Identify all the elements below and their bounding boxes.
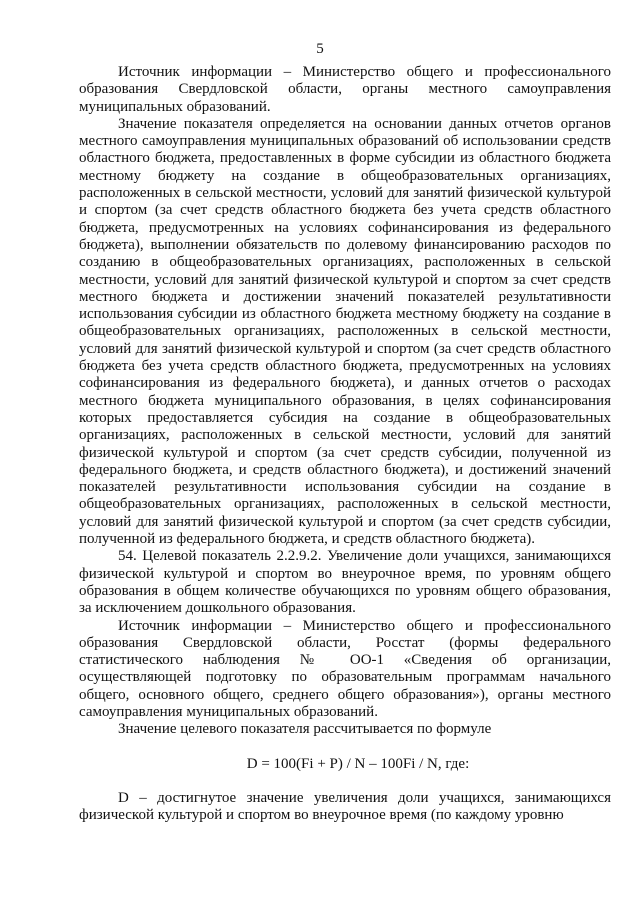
paragraph-information-source-rosstat: Источник информации – Министерство общего и профессионального образования Свердловской области, Росстат (формы федерального статистического наблюдения № ОО-1 «Сведения об организации, осуществляющей подготовку по образовательным программам начального общего, основного общего, среднего общего образования»), органы местного самоуправления муниципальных образований. — [79, 617, 611, 720]
formula: D = 100(Fi + P) / N – 100Fi / N, где: — [246, 755, 470, 772]
paragraph-information-source: Источник информации – Министерство общего и профессионального образования Свердловской области, органы местного самоуправления муниципальных образований. — [79, 64, 611, 115]
paragraph-indicator-determination: Значение показателя определяется на основании данных отчетов органов местного самоуправления муниципальных образований об использовании средств областного бюджета, предоставленных в форме субсидии из областного бюджета местному бюджету на создание в общеобразовательных организациях, расположенных в сельской местности, условий для занятий физической культурой и спортом (за счет средств областного бюджета без учета средств областного бюджета, предусмотренных на условиях софинансирования из федерального бюджета), выполнении обязательств по долевому финансированию расходов по созданию в общеобразовательных организациях, расположенных в сельской местности, условий для занятий физической культурой и спортом за счет средств местного бюджета и достижении значений показателей результативности использования субсидии из областного бюджета местному бюджету на создание в общеобразовательных организациях, расположенных в сельской местности, условий для занятий физической культурой и спортом (за счет средств областного бюджета без учета средств областного бюджета, предусмотренных на условиях софинансирования из федерального бюджета), и данных отчетов о расходах местного бюджета муниципального образования, в целях софинансирования которых предоставляется субсидия на создание в общеобразовательных организациях, расположенных в сельской местности, условий для занятий физической культурой и спортом (за счет средств субсидии, полученной из федерального бюджета, и средств областного бюджета), и достижений значений показателей результативности использования субсидии на создание в общеобразовательных организациях, расположенных в сельской местности, условий для занятий физической культурой и спортом (за счет средств субсидии, полученной из федерального бюджета, и средств областного бюджета). — [79, 115, 611, 548]
paragraph-d-definition: D – достигнутое значение увеличения доли учащихся, занимающихся физической культурой и спортом во внеурочное время (по каждому уровню — [79, 789, 611, 824]
paragraph-target-indicator-54: 54. Целевой показатель 2.2.9.2. Увеличение доли учащихся, занимающихся физической культурой и спортом во внеурочное время, по уровням общего образования в общем количестве обучающихся по уровням общего образования, за исключением дошкольного образования. — [79, 548, 611, 617]
page-number: 5 — [316, 41, 324, 57]
document-body — [79, 64, 611, 824]
paragraph-formula-intro: Значение целевого показателя рассчитывается по формуле — [118, 721, 492, 738]
